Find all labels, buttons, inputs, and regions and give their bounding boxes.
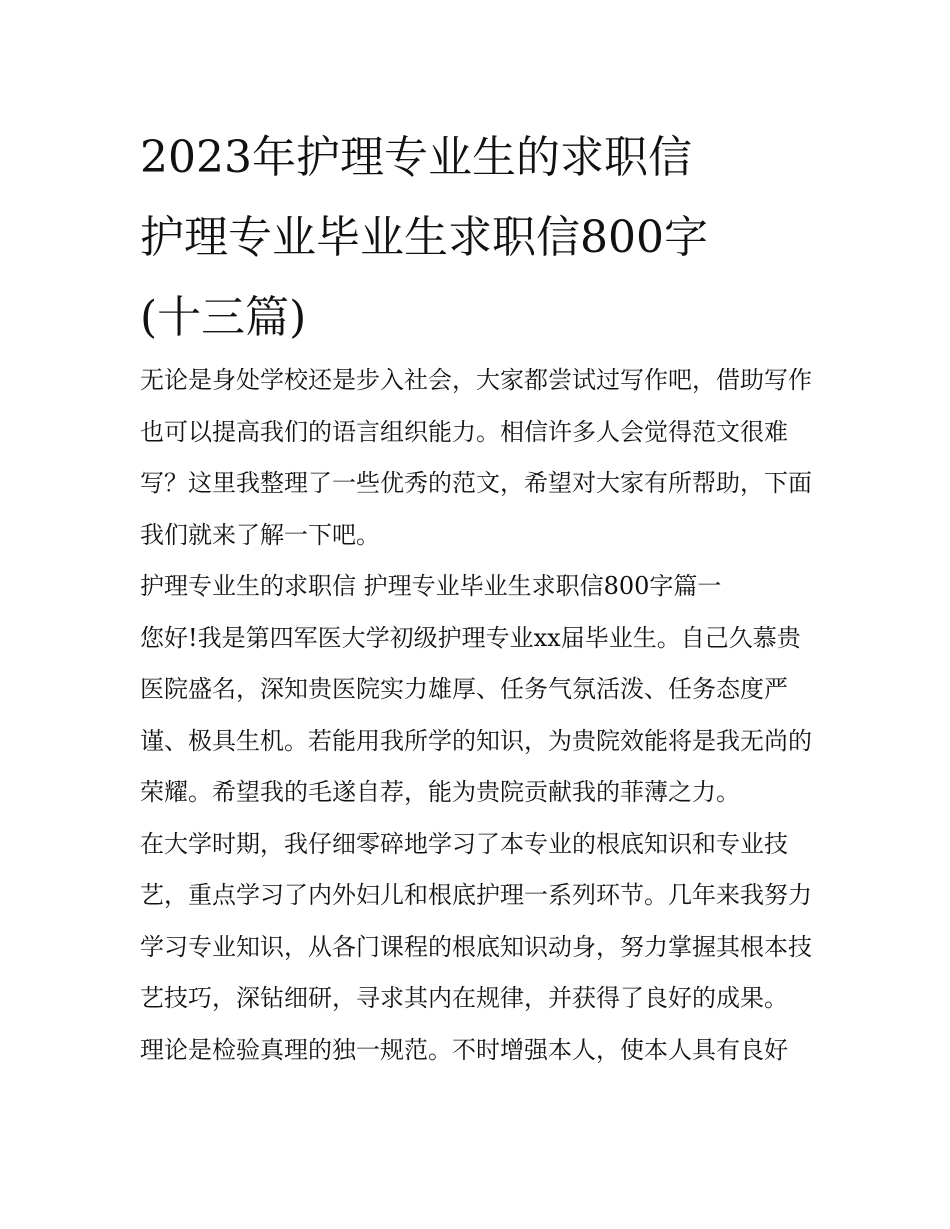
title-line-2: 护理专业毕业生求职信800字 (140, 212, 708, 263)
body-paragraph-1: 您好!我是第四军医大学初级护理专业xx届毕业生。自己久慕贵医院盛名，深知贵医院实力雄厚、任务气氛活泼、任务态度严谨、极具生机。若能用我所学的知识，为贵院效能将是我无尚的荣耀。希望我的毛遂自荐，能为贵院贡献我的菲薄之力。 (140, 623, 812, 806)
document-body (140, 355, 815, 1076)
section-heading: 护理专业生的求职信 护理专业毕业生求职信800字篇一 (140, 572, 722, 600)
title-line-1: 2023年护理专业生的求职信 (140, 132, 692, 183)
document-title (140, 118, 820, 358)
title-line-3: (十三篇) (140, 292, 307, 343)
body-paragraph-2: 在大学时期，我仔细零碎地学习了本专业的根底知识和专业技艺，重点学习了内外妇儿和根底护理一系列环节。几年来我努力学习专业知识，从各门课程的根底知识动身，努力掌握其根本技艺技巧，深钻细研，寻求其内在规律，并获得了良好的成果。 (140, 829, 812, 1012)
body-paragraph-3: 理论是检验真理的独一规范。不时增强本人，使本人具有良好 (140, 1035, 788, 1064)
intro-paragraph: 无论是身处学校还是步入社会，大家都尝试过写作吧，借助写作也可以提高我们的语言组织能力。相信许多人会觉得范文很难写？这里我整理了一些优秀的范文，希望对大家有所帮助，下面我们就来了解一下吧。 (140, 366, 812, 549)
